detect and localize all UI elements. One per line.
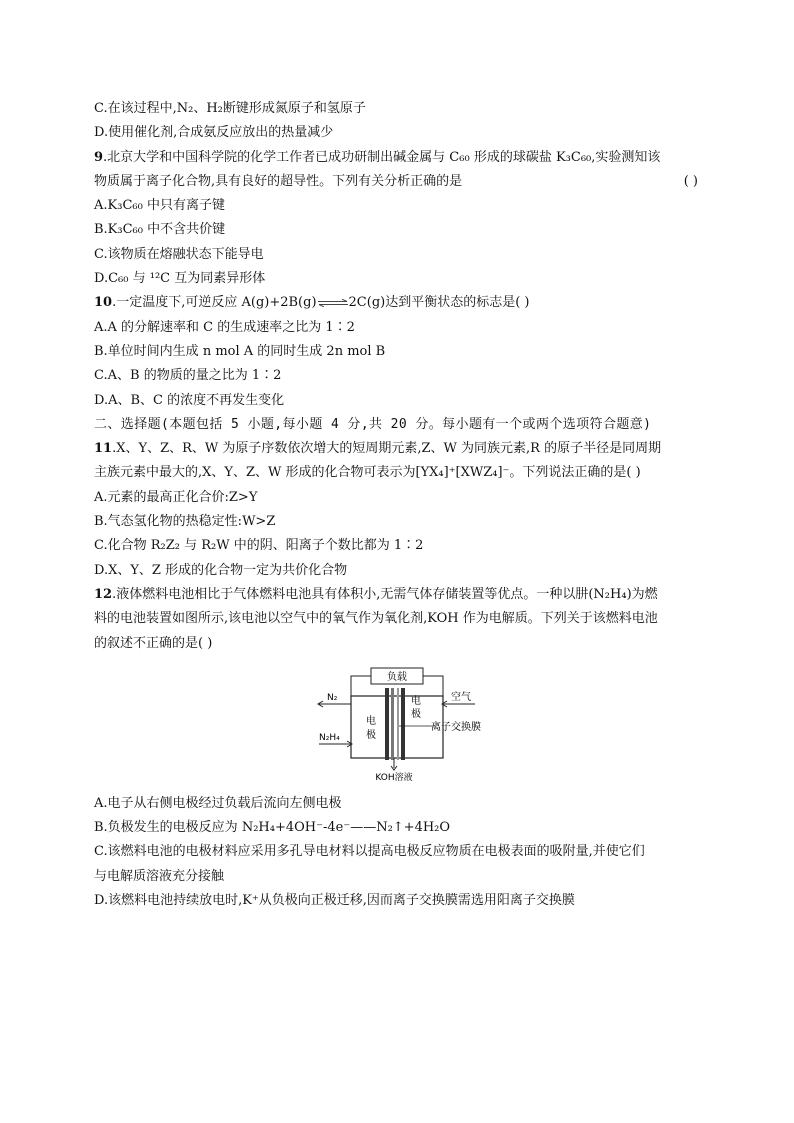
- option-10a: A.A 的分解速率和 C 的生成速率之比为 1∶2: [94, 319, 355, 335]
- option-12b: B.负极发生的电极反应为 N₂H₄+4OH⁻-4e⁻——N₂↑+4H₂O: [94, 820, 451, 836]
- option-11d: D.X、Y、Z 形成的化合物一定为共价化合物: [94, 562, 348, 578]
- section-heading: 二、选择题(本题包括 5 小题,每小题 4 分,共 20 分。每小题有一个或两个选项符合题意): [94, 416, 652, 432]
- question-9-stem-1: [94, 146, 714, 170]
- question-12-stem-2: 料的电池装置如图所示,该电池以空气中的氧气作为氧化剂,KOH 作为电解质。下列关于该燃料电池: [94, 611, 658, 627]
- question-12-stem-1: [94, 583, 714, 607]
- air-label: 空气: [451, 691, 471, 703]
- option-9d: D.C₆₀ 与 ¹²C 互为同素异形体: [94, 271, 266, 287]
- option-8c: C.在该过程中,N₂、H₂断键形成氮原子和氢原子: [94, 101, 366, 116]
- membrane-bar-2: [397, 688, 399, 760]
- option-10d: D.A、B、C 的浓度不再发生变化: [94, 392, 285, 408]
- membrane-label: 离子交换膜: [431, 721, 481, 733]
- option-9c: C.该物质在熔融状态下能导电: [94, 246, 264, 262]
- koh-label: KOH溶液: [375, 772, 413, 782]
- option-11a: A.元素的最高正化合价:Z>Y: [94, 489, 258, 505]
- left-electrode-label-2: 极: [366, 729, 376, 741]
- question-12-number: 12: [94, 586, 113, 602]
- question-page: [94, 97, 714, 913]
- option-10c: C.A、B 的物质的量之比为 1∶2: [94, 368, 282, 384]
- option-10b: B.单位时间内生成 n mol A 的同时生成 2n mol B: [94, 343, 386, 359]
- question-10-text-1: .一定温度下,可逆反应 A(g)+2B(g): [112, 295, 317, 311]
- question-10-stem: [94, 291, 714, 315]
- fuel-cell-diagram: [307, 664, 714, 786]
- question-9-text-2: 物质属于离子化合物,具有良好的超导性。下列有关分析正确的是: [94, 173, 463, 189]
- right-electrode-label-2: 极: [411, 708, 421, 720]
- load-label: 负载: [387, 671, 407, 683]
- reversible-arrow-icon: [317, 299, 349, 307]
- question-9-stem-2: [94, 170, 714, 194]
- question-9-number: 9: [94, 149, 104, 165]
- question-12-stem-3: 的叙述不正确的是( ): [94, 635, 213, 651]
- question-12-text-1: .液体燃料电池相比于气体燃料电池具有体积小,无需气体存储装置等优点。一种以肼(N₂H₄)为燃: [112, 586, 658, 602]
- option-12d: D.该燃料电池持续放电时,K⁺从负极向正极迁移,因而离子交换膜需选用阳离子交换膜: [94, 893, 575, 909]
- membrane-bar: [391, 688, 394, 760]
- right-electrode-label-1: 电: [411, 695, 421, 707]
- left-electrode: [385, 688, 389, 760]
- option-11c: C.化合物 R₂Z₂ 与 R₂W 中的阴、阳离子个数比都为 1∶2: [94, 538, 424, 554]
- right-electrode: [401, 688, 405, 760]
- question-9-text-1: .北京大学和中国科学院的化学工作者已成功研制出碱金属与 C₆₀ 形成的球碳盐 K₃C₆₀,实验测知该: [103, 149, 661, 165]
- question-10-text-2: 2C(g)达到平衡状态的标志是( ): [348, 295, 530, 311]
- option-9b: B.K₃C₆₀ 中不含共价键: [94, 222, 226, 238]
- question-10-number: 10: [94, 295, 113, 311]
- n2h4-label: N₂H₄: [319, 732, 340, 743]
- answer-paren: ( ): [683, 173, 698, 189]
- fuel-cell-svg: [307, 664, 487, 782]
- question-11-text-1: .X、Y、Z、R、W 为原子序数依次增大的短周期元素,Z、W 为同族元素,R 的原子半径是同周期: [112, 441, 662, 457]
- option-8d: D.使用催化剂,合成氨反应放出的热量减少: [94, 125, 334, 141]
- question-11-stem-2: 主族元素中最大的,X、Y、Z、W 形成的化合物可表示为[YX₄]⁺[XWZ₄]⁻。下列说法正确的是( ): [94, 465, 641, 481]
- left-electrode-label-1: 电: [366, 715, 376, 727]
- right-wire: [423, 676, 443, 696]
- n2-label: N₂: [327, 692, 338, 703]
- question-11-number: 11: [94, 441, 113, 457]
- left-wire: [351, 676, 371, 696]
- option-12c-1: C.该燃料电池的电极材料应采用多孔导电材料以提高电极反应物质在电极表面的吸附量,并使它们: [94, 844, 645, 860]
- option-11b: B.气态氢化物的热稳定性:W>Z: [94, 514, 276, 530]
- option-12c-2: 与电解质溶液充分接触: [94, 868, 225, 884]
- question-11-stem-1: [94, 437, 714, 461]
- option-9a: A.K₃C₆₀ 中只有离子键: [94, 198, 225, 214]
- option-12a: A.电子从右侧电极经过负载后流向左侧电极: [94, 795, 342, 811]
